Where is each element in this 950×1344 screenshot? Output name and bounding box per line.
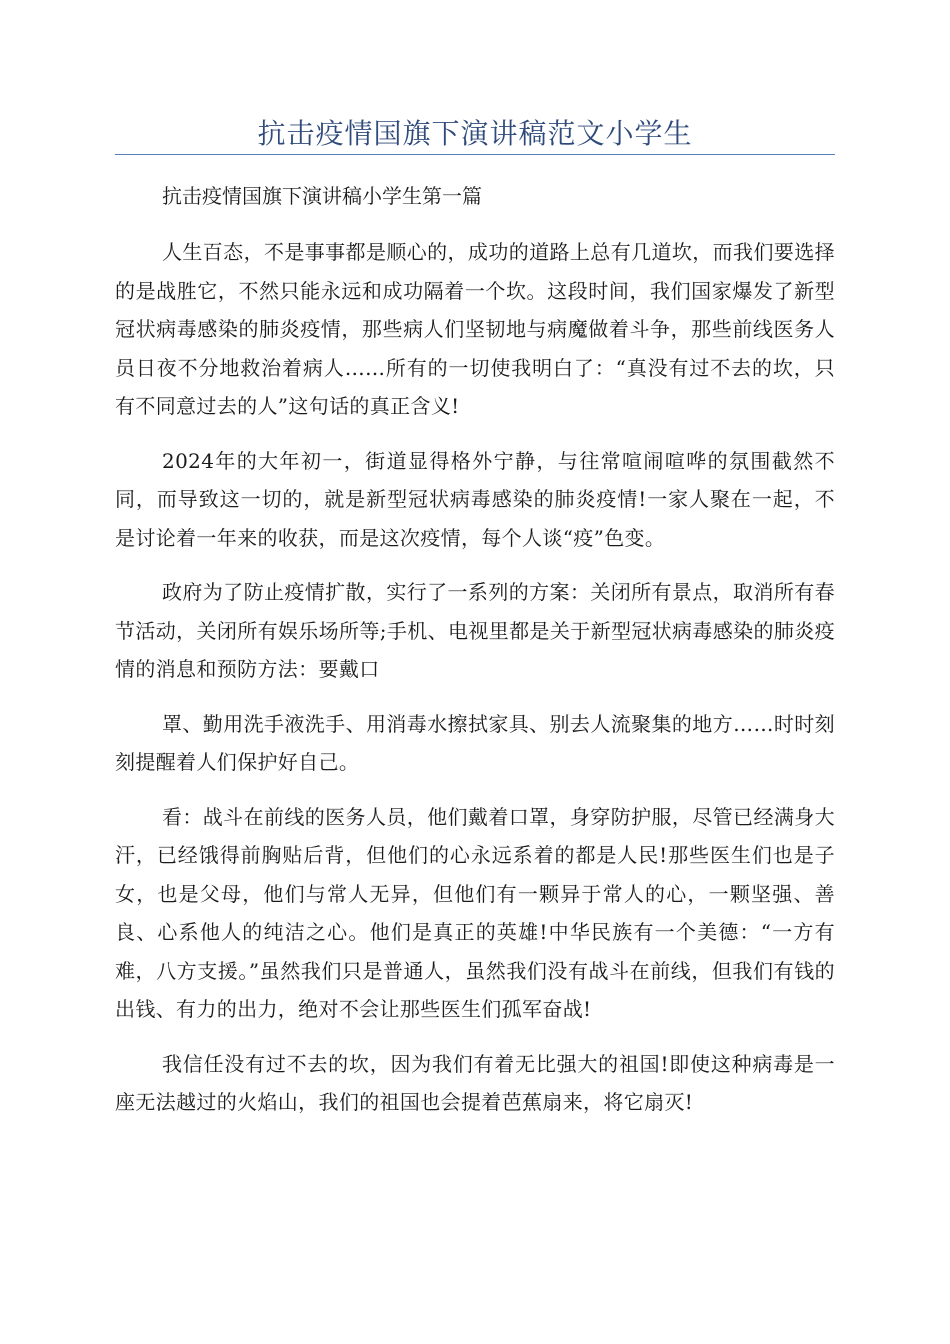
document-title: 抗击疫情国旗下演讲稿范文小学生: [257, 117, 693, 150]
title-underline: [115, 154, 835, 155]
paragraph-6: 我信任没有过不去的坎，因为我们有着无比强大的祖国!即使这种病毒是一座无法越过的火焰山，我们的祖国也会提着芭蕉扇来，将它扇灭!: [115, 1051, 835, 1114]
paragraph-5: 看：战斗在前线的医务人员，他们戴着口罩，身穿防护服，尽管已经满身大汗，已经饿得前胸贴后背，但他们的心永远系着的都是人民!那些医生们也是子女，也是父母，他们与常人无异，但他们有一颗异于常人的心，一颗坚强、善良、心系他人的纯洁之心。他们是真正的英雄!中华民族有一个美德：“一方有难，八方支援。”虽然我们只是普通人，虽然我们没有战斗在前线，但我们有钱的出钱、有力的出力，绝对不会让那些医生们孤军奋战!: [115, 804, 835, 1021]
document-body: [115, 178, 835, 1138]
paragraph-1: 人生百态，不是事事都是顺心的，成功的道路上总有几道坎，而我们要选择的是战胜它，不然只能永远和成功隔着一个坎。这段时间，我们国家爆发了新型冠状病毒感染的肺炎疫情，那些病人们坚韧地与病魔做着斗争，那些前线医务人员日夜不分地救治着病人……所有的一切使我明白了：“真没有过不去的坎，只有不同意过去的人”这句话的真正含义!: [115, 240, 835, 418]
paragraph-4: 罩、勤用洗手液洗手、用消毒水擦拭家具、别去人流聚集的地方……时时刻刻提醒着人们保护好自己。: [115, 711, 835, 774]
paragraph-2: 2024年的大年初一，街道显得格外宁静，与往常喧闹喧哗的氛围截然不同，而导致这一切的，就是新型冠状病毒感染的肺炎疫情!一家人聚在一起，不是讨论着一年来的收获，而是这次疫情，每个人谈“疫”色变。: [115, 448, 835, 550]
paragraph-3: 政府为了防止疫情扩散，实行了一系列的方案：关闭所有景点，取消所有春节活动，关闭所有娱乐场所等;手机、电视里都是关于新型冠状病毒感染的肺炎疫情的消息和预防方法：要戴口: [115, 580, 835, 681]
section-heading: 抗击疫情国旗下演讲稿小学生第一篇: [162, 184, 482, 208]
